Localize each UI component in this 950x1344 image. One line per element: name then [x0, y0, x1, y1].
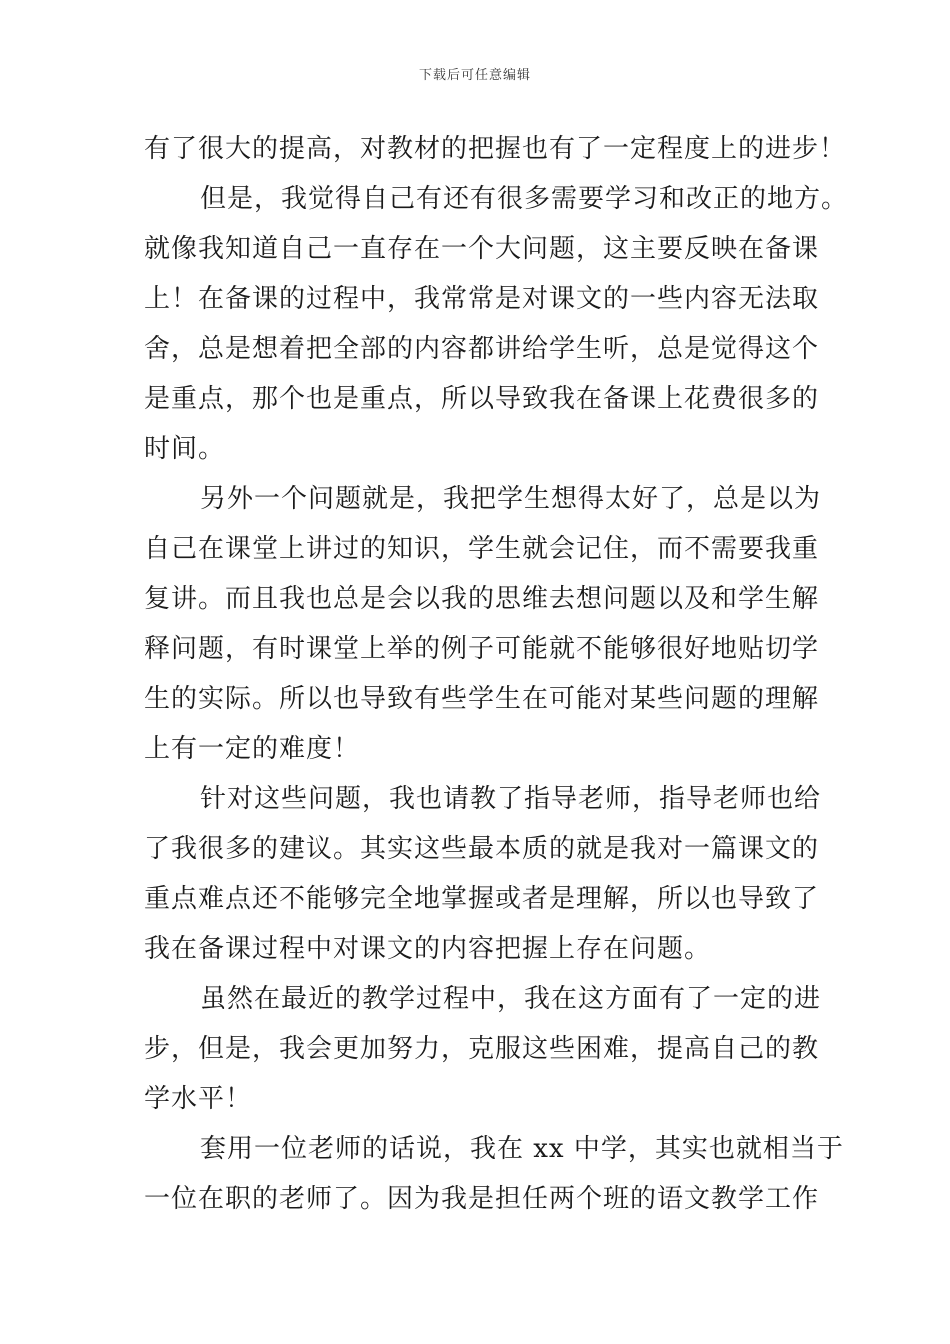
text-line: 针对这些问题，我也请教了指导老师，指导老师也给: [200, 784, 822, 814]
text-line: 就像我知道自己一直存在一个大问题，这主要反映在备课: [144, 234, 820, 264]
text-line: 时间。: [144, 434, 226, 464]
text-line: 有了很大的提高，对教材的把握也有了一定程度上的进步！: [144, 134, 847, 164]
text-line: 上！在备课的过程中，我常常是对课文的一些内容无法取: [144, 284, 820, 314]
text-line: 复讲。而且我也总是会以我的思维去想问题以及和学生解: [144, 584, 820, 614]
text-line: 但是，我觉得自己有还有很多需要学习和改正的地方。: [200, 184, 849, 214]
text-line: 重点难点还不能够完全地掌握或者是理解，所以也导致了: [144, 884, 820, 914]
text-line: 虽然在最近的教学过程中，我在这方面有了一定的进: [200, 984, 822, 1014]
page-header: 下载后可任意编辑: [418, 68, 531, 83]
text-line: 一位在职的老师了。因为我是担任两个班的语文教学工作: [144, 1184, 820, 1214]
text-line: 我在备课过程中对课文的内容把握上存在问题。: [144, 934, 712, 964]
text-line: 套用一位老师的话说，我在 xx 中学，其实也就相当于: [200, 1134, 844, 1164]
text-line: 上有一定的难度！: [144, 734, 361, 764]
text-line: 另外一个问题就是，我把学生想得太好了，总是以为: [200, 484, 822, 514]
text-line: 舍，总是想着把全部的内容都讲给学生听，总是觉得这个: [144, 334, 820, 364]
text-line: 学水平！: [144, 1084, 253, 1114]
text-line: 步，但是，我会更加努力，克服这些困难，提高自己的教: [144, 1034, 820, 1064]
text-line: 生的实际。所以也导致有些学生在可能对某些问题的理解: [144, 684, 820, 714]
text-line: 是重点，那个也是重点，所以导致我在备课上花费很多的: [144, 384, 820, 414]
text-line: 释问题，有时课堂上举的例子可能就不能够很好地贴切学: [144, 634, 820, 664]
text-line: 自己在课堂上讲过的知识，学生就会记住，而不需要我重: [144, 534, 820, 564]
document-body: [144, 124, 849, 1224]
text-line: 了我很多的建议。其实这些最本质的就是我对一篇课文的: [144, 834, 820, 864]
